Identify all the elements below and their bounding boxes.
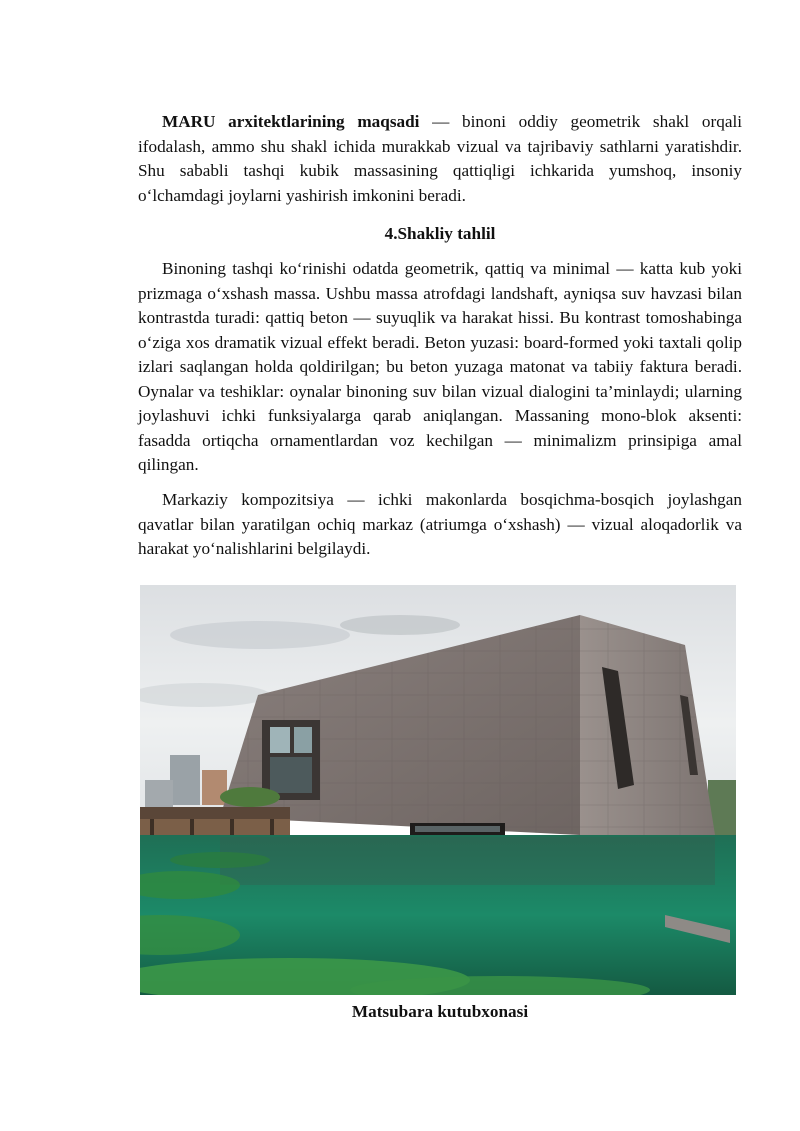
paragraph-form-analysis: Binoning tashqi ko‘rinishi odatda geometrik, qattiq va minimal — katta kub yoki prizmaga o‘xshash massa. Ushbu massa atrofdagi landshaft, ayniqsa suv havzasi bilan kontrastda turadi: qattiq beton — suyuqlik va harakat hissi. Bu kontrast tomoshabinga o‘ziga xos dramatik vizual effekt beradi. Beton yuzasi: board-formed yoki taxtali qolip izlari saqlangan holda qoldirilgan; bu beton yuzaga matonat va tabiiy faktura beradi. Oynalar va teshiklar: oynalar binoning suv bilan vizual dialogini ta’minlaydi; ularning joylashuvi ichki funksiyalarga qarab aniqlangan. Massaning mono-blok aksenti: fasadda ortiqcha ornamentlardan voz kechilgan — minimalizm prinsipiga amal qilingan. — [138, 259, 742, 474]
paragraph-maru-goal — [138, 110, 742, 208]
building-photo — [140, 585, 736, 995]
paragraph-lead-bold: MARU arxitektlarining maqsadi — [162, 112, 420, 131]
section-heading: 4.Shakliy tahlil — [384, 224, 496, 243]
paragraph-rest: — binoni oddiy geometrik shakl orqali ifodalash, ammo shu shakl ichida murakkab vizual va tajribaviy sathlarni yaratishdir. Shu sababli tashqi kubik massasining qattiqligi ichkarida yumshoq, insoniy o‘lchamdagi joylarni yashirish imkonini beradi. — [138, 112, 742, 205]
paragraph-central-composition: Markaziy kompozitsiya — ichki makonlarda bosqichma-bosqich joylashgan qavatlar bilan yaratilgan ochiq markaz (atriumga o‘xshash) — vizual aloqadorlik va harakat yo‘nalishlarini belgilaydi. — [138, 490, 742, 558]
figure-caption: Matsubara kutubxonasi — [351, 1002, 529, 1021]
